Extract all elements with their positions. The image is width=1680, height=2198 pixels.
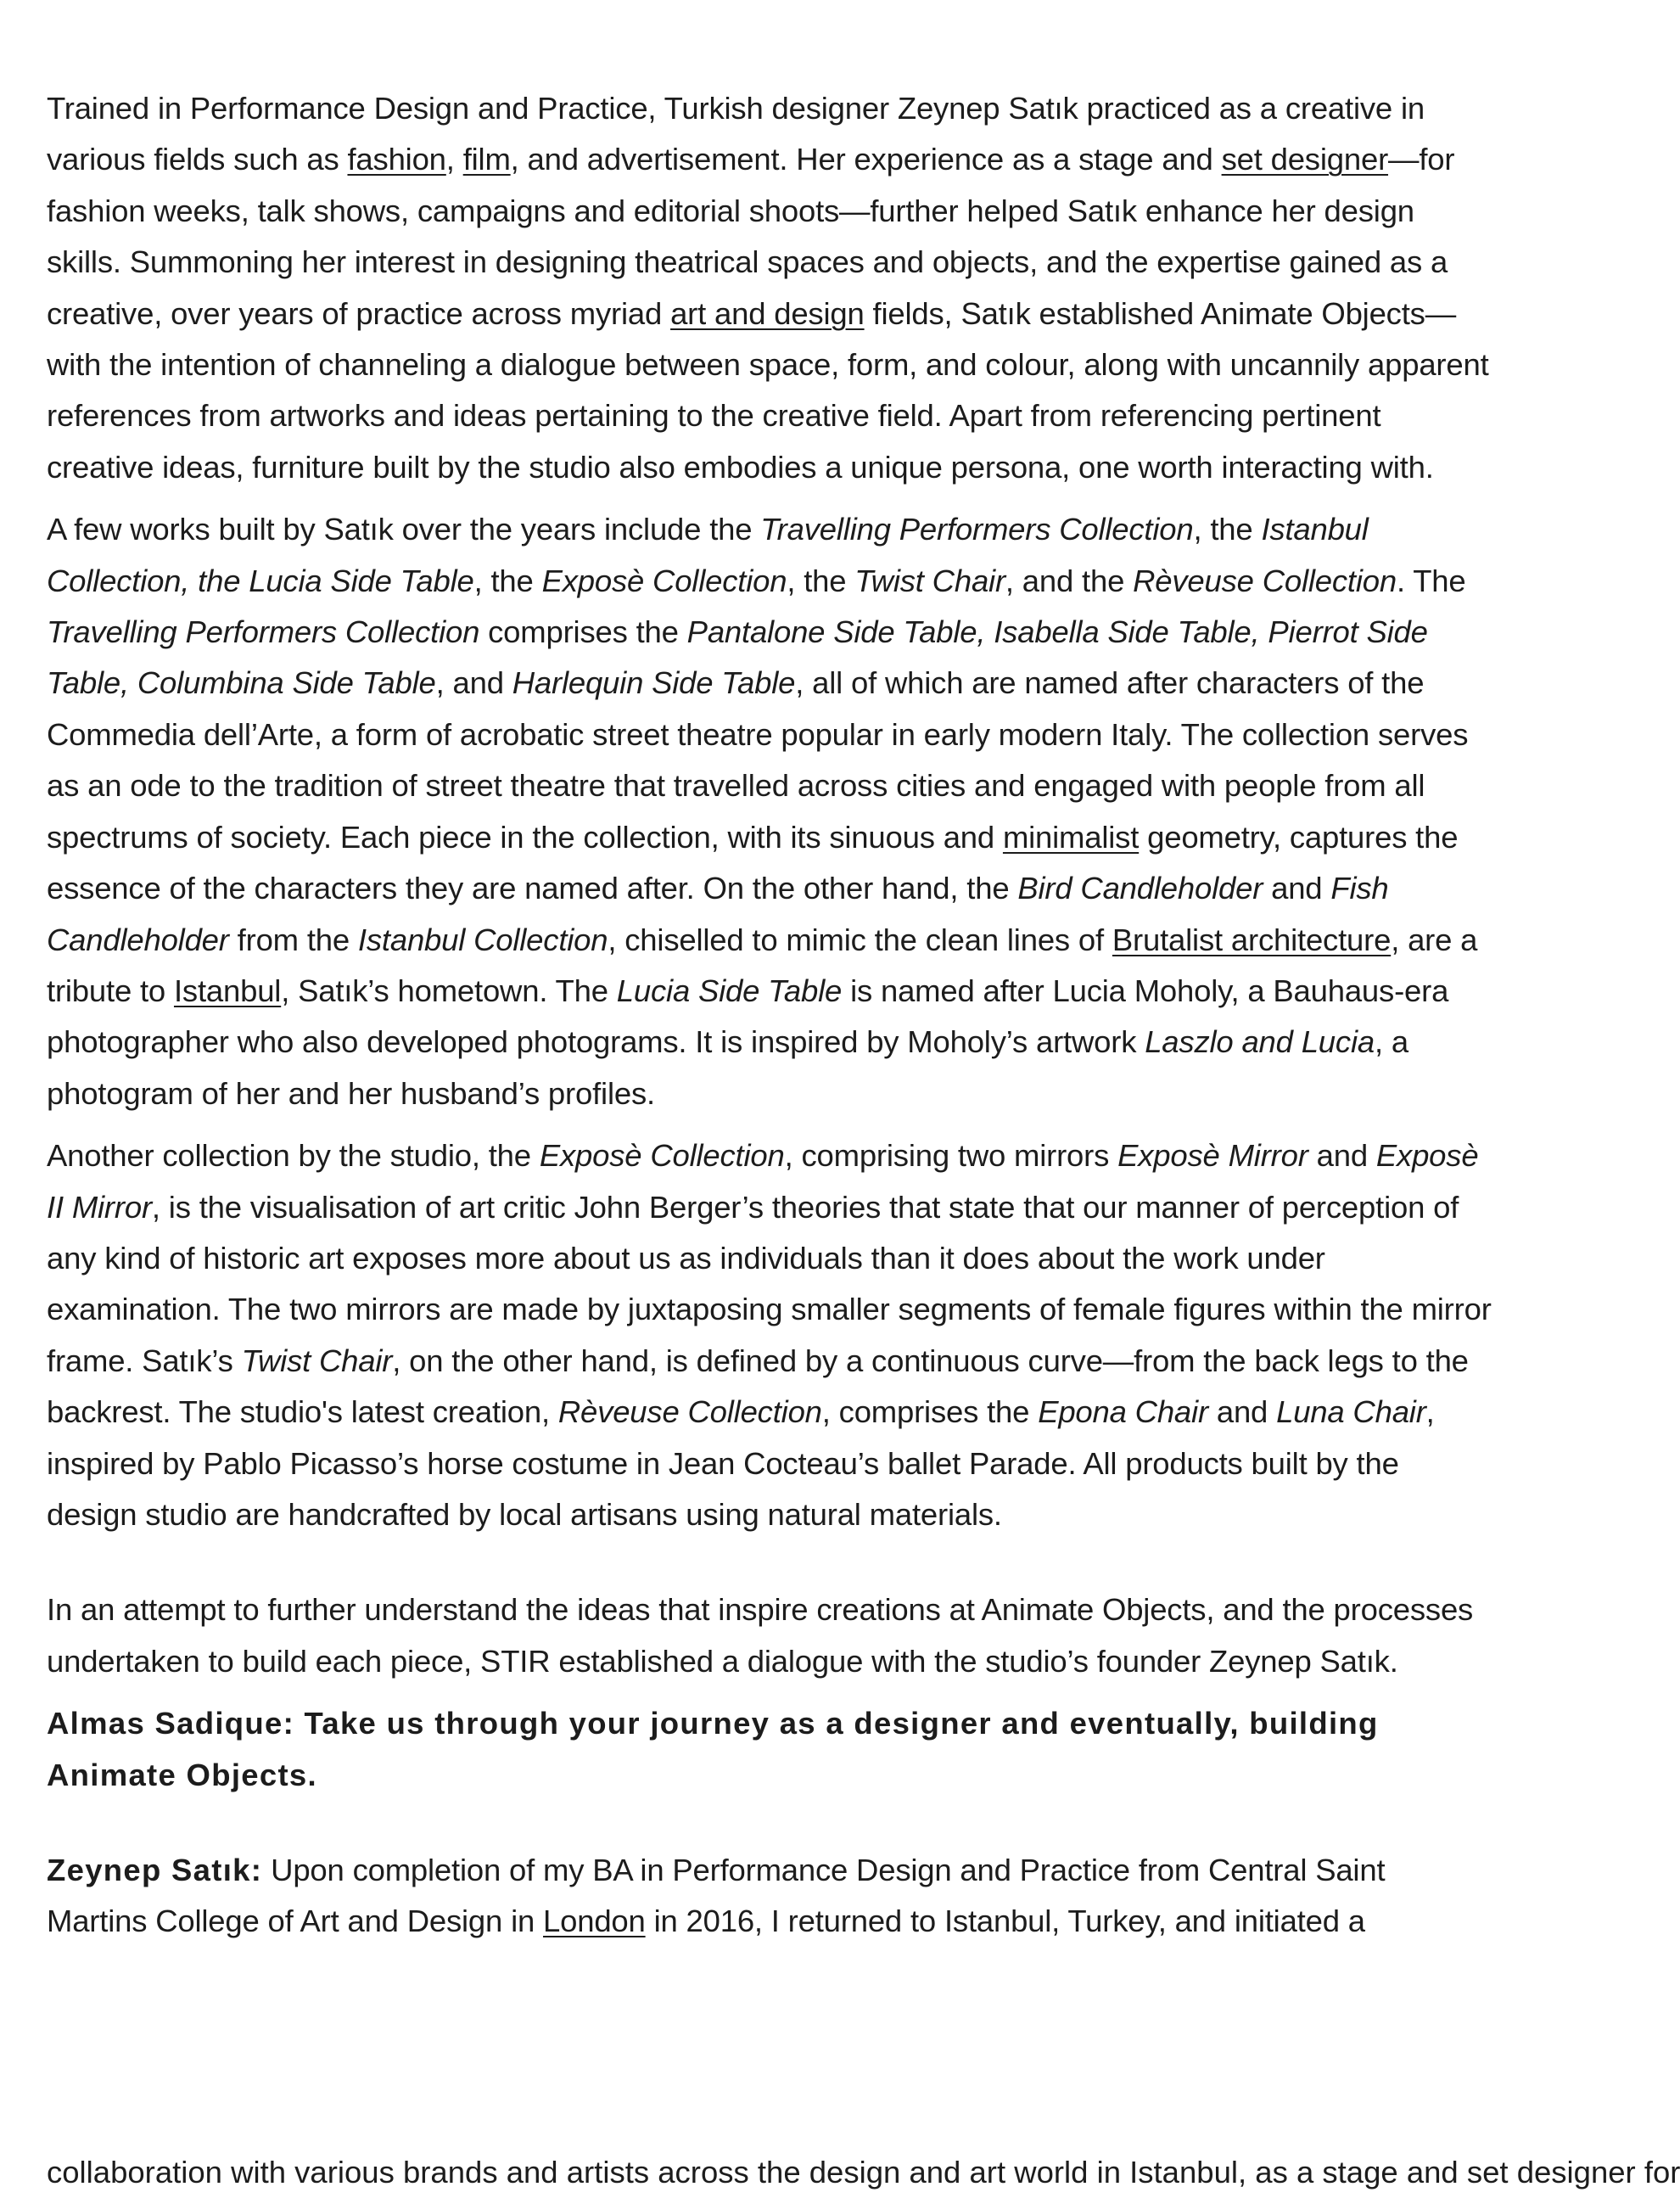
italic-title: Rèveuse Collection xyxy=(1133,563,1397,598)
text-run: , and the xyxy=(1005,563,1134,598)
text-run: —for fashion weeks, talk shows, campaigns and editorial shoots—further helped Satık enhance her design skills. Summoning her interest in designing theatrical spaces and objects, and the expertise gained as a creative, over years of practice across myriad xyxy=(47,142,1455,331)
link-minimalist[interactable]: minimalist xyxy=(1002,819,1140,855)
link-fashion[interactable]: fashion xyxy=(347,142,446,177)
italic-title: Luna Chair xyxy=(1276,1394,1426,1430)
truncated-next-line: collaboration with various brands and artists across the design and art world in Istanbul, as a stage and set designer for xyxy=(47,2155,1680,2190)
text-run: , the xyxy=(787,563,855,598)
text-run: , and xyxy=(435,665,512,701)
link-set-designer[interactable]: set designer xyxy=(1221,142,1389,177)
link-brutalist-architecture[interactable]: Brutalist architecture xyxy=(1112,922,1392,957)
text-run: , the xyxy=(473,563,542,598)
text-run: , inspired by Pablo Picasso’s horse costume in Jean Cocteau’s ballet Parade. All products built by the design studio are handcrafted by local artisans using natural materials. xyxy=(47,1394,1435,1532)
italic-title: Fish Candleholder xyxy=(47,871,1389,957)
italic-title: Laszlo and Lucia xyxy=(1145,1024,1375,1060)
italic-title: Travelling Performers Collection xyxy=(47,614,480,650)
italic-title: Lucia Side Table xyxy=(616,973,843,1008)
text-run: in 2016, I returned to Istanbul, Turkey, and initiated a xyxy=(645,1904,1365,1939)
text-run: , Satık’s hometown. The xyxy=(281,973,617,1008)
text-run: and xyxy=(1207,1394,1277,1430)
article-body xyxy=(47,83,1493,1959)
text-run: Upon completion of my BA in Performance Design and Practice from Central Saint Martins College of Art and Design in xyxy=(47,1853,1386,1939)
text-run: , comprising two mirrors xyxy=(784,1138,1118,1174)
text-run: and xyxy=(1263,871,1331,906)
text-run: comprises the xyxy=(479,614,687,650)
text-run: , a photogram of her and her husband’s profiles. xyxy=(47,1024,1408,1111)
text-run: , all of which are named after characters of the Commedia dell’Arte, a form of acrobatic street theatre popular in early modern Italy. The collection serves as an ode to the tradition of street theatre that travelled across cities and engaged with people from all spectrums of society. Each piece in the collection, with its sinuous and xyxy=(47,665,1469,855)
interview-answer xyxy=(47,1845,1493,1948)
text-run: fields, Satık established Animate Objects—with the intention of channeling a dialogue between space, form, and colour, along with uncannily apparent references from artworks and ideas pertaining to the creative field. Apart from referencing pertinent creative ideas, furniture built by the studio also embodies a unique persona, one worth interacting with. xyxy=(47,295,1489,485)
italic-title: Istanbul Collection, the Lucia Side Table xyxy=(47,512,1369,598)
italic-title: Exposè Collection xyxy=(541,563,787,598)
text-run: and xyxy=(1308,1138,1376,1174)
text-run: , are a tribute to xyxy=(47,922,1478,1008)
italic-title: Harlequin Side Table xyxy=(512,665,796,701)
text-run: , the xyxy=(1193,512,1262,547)
text-run: is named after Lucia Moholy, a Bauhaus-era photographer who also developed photograms. It is inspired by Moholy’s artwork xyxy=(47,973,1449,1060)
italic-title: Twist Chair xyxy=(854,563,1005,598)
text-run: Trained in Performance Design and Practice, Turkish designer Zeynep Satık practiced as a creative in various fields such as xyxy=(47,91,1425,177)
text-run: , comprises the xyxy=(821,1394,1039,1430)
text-run: , chiselled to mimic the clean lines of xyxy=(608,922,1112,957)
italic-title: Rèveuse Collection xyxy=(557,1394,822,1430)
italic-title: Twist Chair xyxy=(241,1343,393,1378)
link-london[interactable]: London xyxy=(543,1904,646,1939)
text-run: In an attempt to further understand the ideas that inspire creations at Animate Objects, and the processes undertaken to build each piece, STIR established a dialogue with the studio’s founder Zeynep Satık. xyxy=(47,1592,1474,1679)
text-run: from the xyxy=(228,922,358,957)
italic-title: Istanbul Collection xyxy=(357,922,608,957)
text-run: A few works built by Satık over the years include the xyxy=(47,512,761,547)
italic-title: Pantalone Side Table, Isabella Side Table, Pierrot Side Table, Columbina Side Table xyxy=(47,614,1428,701)
question-text: Almas Sadique: Take us through your journey as a designer and eventually, building Animate Objects. xyxy=(47,1706,1379,1792)
text-run: . The xyxy=(1396,563,1466,598)
article-paragraph-expose xyxy=(47,1130,1493,1540)
text-run: , on the other hand, is defined by a continuous curve—from the back legs to the backrest. The studio's latest creation, xyxy=(47,1343,1469,1430)
interview-question xyxy=(47,1698,1493,1801)
link-art-and-design[interactable]: art and design xyxy=(670,295,865,331)
link-film[interactable]: film xyxy=(462,142,511,177)
italic-title: Exposè II Mirror xyxy=(47,1138,1479,1225)
article-paragraph-dialogue-intro xyxy=(47,1584,1493,1687)
link-istanbul[interactable]: Istanbul xyxy=(173,973,282,1008)
answer-speaker: Zeynep Satık: xyxy=(47,1853,263,1887)
text-run: , and advertisement. Her experience as a stage and xyxy=(510,142,1222,177)
article-paragraph-intro xyxy=(47,83,1493,493)
italic-title: Bird Candleholder xyxy=(1017,871,1263,906)
italic-title: Epona Chair xyxy=(1038,1394,1208,1430)
italic-title: Exposè Collection xyxy=(539,1138,785,1174)
text-run: , xyxy=(445,142,463,177)
italic-title: Travelling Performers Collection xyxy=(760,512,1194,547)
article-paragraph-works xyxy=(47,504,1493,1119)
text-run: Another collection by the studio, the xyxy=(47,1138,540,1174)
text-run: geometry, captures the essence of the characters they are named after. On the other hand, the xyxy=(47,819,1459,906)
italic-title: Exposè Mirror xyxy=(1117,1138,1308,1174)
text-run: , is the visualisation of art critic John Berger’s theories that state that our manner of perception of any kind of historic art exposes more about us as individuals than it does about the work under examination. The two mirrors are made by juxtaposing smaller segments of female figures within the mirror frame. Satık’s xyxy=(47,1189,1492,1378)
